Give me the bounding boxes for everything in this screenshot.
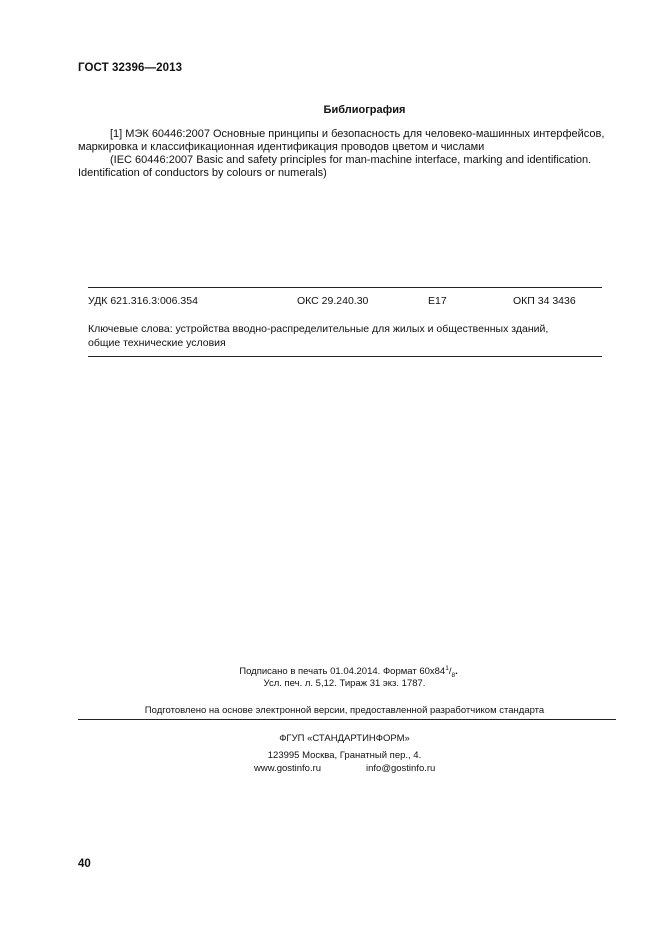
format-end: . bbox=[455, 666, 458, 678]
imprint-prepared: Подготовлено на основе электронной версии, предоставленной разработчиком стандарта bbox=[144, 705, 545, 716]
classification-top-rule bbox=[88, 287, 602, 288]
group-code: Е17 bbox=[428, 295, 447, 307]
bibliography-entry bbox=[78, 128, 616, 180]
okp-code: ОКП 34 3436 bbox=[513, 295, 576, 307]
imprint-signed: Подписано в печать 01.04.2014. Формат $60x84^1/_8$. bbox=[239, 665, 458, 680]
keywords-line2: общие технические условия bbox=[88, 337, 226, 349]
imprint-sheets: Усл. печ. л. 5,12. Тираж 31 экз. 1787. bbox=[263, 678, 426, 689]
oks-code: ОКС 29.240.30 bbox=[297, 295, 369, 307]
format-denominator: 8 bbox=[451, 672, 456, 680]
keywords-line1: Ключевые слова: устройства вводно-распределительные для жилых и общественных зданий, bbox=[88, 323, 549, 335]
format-numerator: 1 bbox=[445, 665, 449, 672]
publisher-email[interactable]: info@gostinfo.ru bbox=[366, 763, 436, 774]
publisher-website[interactable]: www.gostinfo.ru bbox=[254, 763, 322, 774]
imprint-rule bbox=[78, 719, 616, 720]
publisher-name: ФГУП «СТАНДАРТИНФОРМ» bbox=[279, 733, 410, 744]
bibliography-entry-ru-line1: [1] МЭК 60446:2007 Основные принципы и безопасность для человеко-машинных интерфейсов, bbox=[110, 128, 605, 140]
classification-bottom-rule bbox=[88, 356, 602, 357]
bibliography-title: Библиография bbox=[323, 104, 406, 116]
publisher-address: 123995 Москва, Гранатный пер., 4. bbox=[267, 750, 422, 761]
imprint-signed-text: Подписано в печать 01.04.2014. Формат 60x84 bbox=[239, 666, 446, 678]
udk-code: УДК 621.316.3:006.354 bbox=[88, 295, 198, 307]
bibliography-entry-ru-line2: маркировка и классификационная идентификация проводов цветом и числами bbox=[78, 141, 485, 153]
keywords bbox=[88, 322, 548, 350]
standard-header: ГОСТ 32396—2013 bbox=[78, 62, 183, 74]
bibliography-entry-en-line1: (IEC 60446:2007 Basic and safety principles for man-machine interface, marking and identification. bbox=[110, 154, 592, 166]
page-number: 40 bbox=[78, 858, 91, 870]
bibliography-entry-en-line2: Identification of conductors by colours or numerals) bbox=[78, 167, 327, 179]
